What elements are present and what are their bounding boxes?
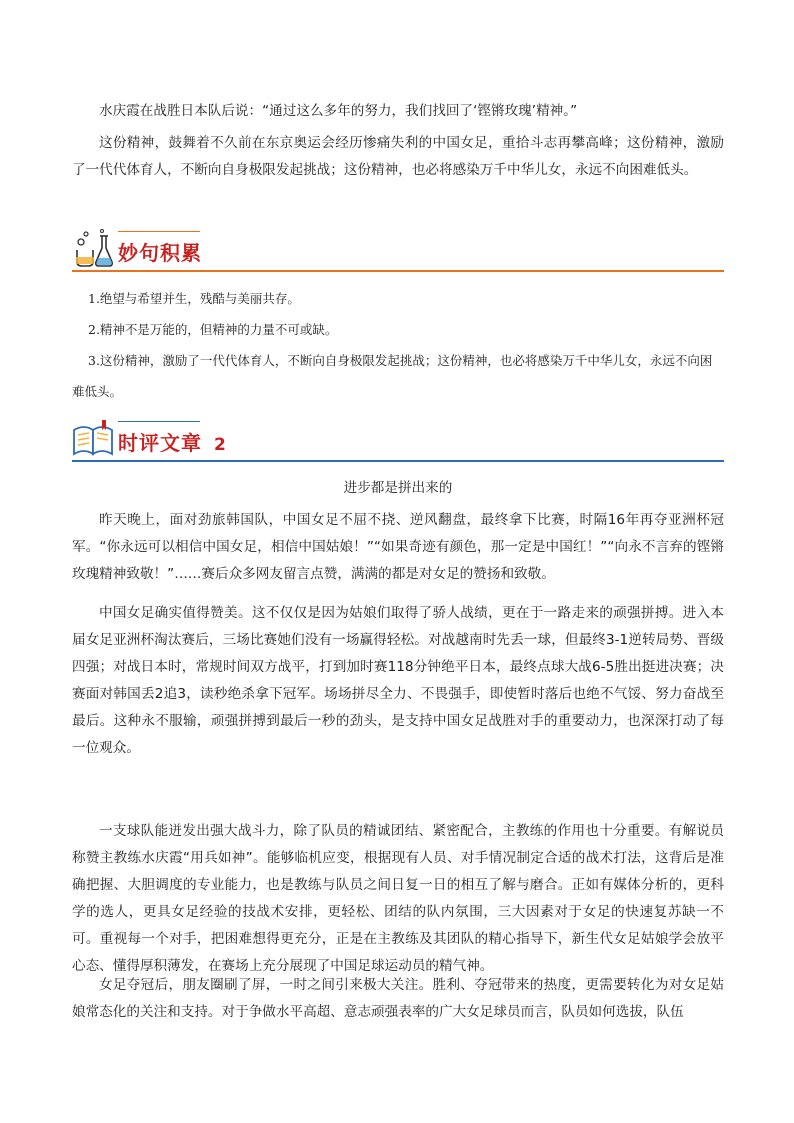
quote-item-2: 2.精神不是万能的，但精神的力量不可或缺。	[88, 322, 338, 337]
section-title: 妙句积累	[118, 241, 202, 265]
intro-paragraph-2: 这份精神，鼓舞着不久前在东京奥运会经历惨痛失利的中国女足，重拾斗志再攀高峰；这份精神，激励了一代代体育人，不断向自身极限发起挑战；这份精神，也必将感染万千中华儿女，永远不向困难低头。	[72, 135, 724, 178]
article-paragraph-3: 一支球队能迸发出强大战斗力，除了队员的精诚团结、紧密配合，主教练的作用也十分重要。有解说员称赞主教练水庆霞“用兵如神”。能够临机应变，根据现有人员、对手情况制定合适的战术打法，这背后是准确把握、大胆调度的专业能力，也是教练与队员之间日复一日的相互了解与磨合。正如有媒体分析的，更科学的选人，更具女足经验的技战术安排，更轻松、团结的队内氛围，三大因素对于女足的快速复苏缺一不可。重视每一个对手，把困难想得更充分，正是在主教练及其团队的精心指导下，新生代女足姑娘学会放平心态、懂得厚积薄发，在赛场上充分展现了中国足球运动员的精气神。	[72, 823, 724, 974]
section-header-sentences	[72, 228, 724, 272]
chemistry-flask-icon	[72, 228, 114, 268]
article-paragraph-2: 中国女足确实值得赞美。这不仅仅是因为姑娘们取得了骄人战绩，更在于一路走来的顽强拼搏。进入本届女足亚洲杯淘汰赛后，三场比赛她们没有一场赢得轻松。对战越南时先丢一球，但最终3-1逆转局势、晋级四强；对战日本时，常规时间双方战平，打到加时赛118分钟绝平日本，最终点球大战6-5胜出挺进决赛；决赛面对韩国丢2追3，读秒绝杀拿下冠军。场场拼尽全力、不畏强手，即使暂时落后也绝不气馁、努力奋战至最后。这种永不服输，顽强拼搏到最后一秒的劲头，是支持中国女足战胜对手的重要动力，也深深打动了每一位观众。	[72, 605, 724, 756]
article-title: 进步都是拼出来的	[343, 480, 453, 496]
section-header-commentary	[72, 418, 724, 462]
intro-paragraph-1: 水庆霞在战胜日本队后说：“通过这么多年的努力，我们找回了‘铿锵玫瑰’精神。”	[99, 103, 578, 119]
section-divider	[72, 270, 724, 272]
quote-item-1: 1.绝望与希望并生，残酷与美丽共存。	[88, 291, 300, 306]
open-book-icon	[72, 418, 114, 458]
section-title-text: 时评文章	[118, 431, 202, 455]
section-divider	[72, 460, 724, 462]
section-topline	[118, 421, 200, 422]
section-topline	[118, 231, 200, 232]
quote-item-3: 3.这份精神，激励了一代代体育人，不断向自身极限发起挑战；这份精神，也必将感染万千中华儿女，永远不向困难低头。	[72, 353, 713, 399]
section-title	[118, 427, 227, 456]
section-title-number: 2	[213, 435, 227, 455]
article-paragraph-1: 昨天晚上，面对劲旅韩国队，中国女足不屈不挠、逆风翻盘，最终拿下比赛，时隔16年再夺亚洲杯冠军。“你永远可以相信中国女足，相信中国姑娘！”“如果奇迹有颜色，那一定是中国红！”“向永不言弃的铿锵玫瑰精神致敬！”……赛后众多网友留言点赞，满满的都是对女足的赞扬和致敬。	[72, 512, 724, 582]
article-paragraph-4: 女足夺冠后，朋友圈刷了屏，一时之间引来极大关注。胜利、夺冠带来的热度，更需要转化为对女足姑娘常态化的关注和支持。对于争做水平高超、意志顽强表率的广大女足球员而言，队员如何选拔，队伍	[72, 977, 724, 1020]
